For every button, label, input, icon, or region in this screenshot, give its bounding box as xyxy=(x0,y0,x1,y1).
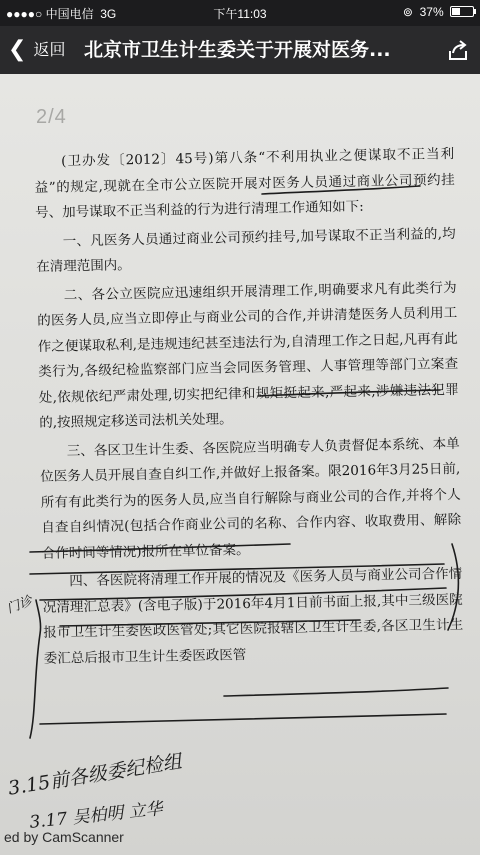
battery-percent: 37% xyxy=(419,5,444,19)
paragraph: (卫办发〔2012〕45号)第八条“不利用执业之便谋取不正当利益”的规定,现就在全市公立医院开展对医务人员通过商业公司预约挂号、加号谋取不正当利益的行为进行清理工作通知如下: xyxy=(34,145,455,221)
battery-fill xyxy=(452,8,460,15)
handwritten-margin-note: 门诊 xyxy=(4,593,35,617)
nav-bar xyxy=(0,26,480,74)
share-icon[interactable] xyxy=(446,38,470,62)
chevron-left-icon: ❮ xyxy=(8,37,27,62)
status-bar xyxy=(0,0,480,26)
paragraph: 一、凡医务人员通过商业公司预约挂号,加号谋取不正当利益的,均在清理范围内。 xyxy=(36,225,456,275)
paragraph: 二、各公立医院应迅速组织开展清理工作,明确要求凡有此类行为的医务人员,应当立即停止与商业公司的合作,并讲清楚医务人员利用工作之便谋取私利,是违规违纪甚至违法行为,自清理工作之日起,凡再有此类行为,各级纪检监察部门应当会同医务管理、人事管理等部门立案查处,依规依纪严肃处理,切实把纪律和规矩挺起来,严起来,涉嫌违法犯罪的,按照规定移送司法机关处理。 xyxy=(37,279,459,431)
paragraph: 三、各区卫生计生委、各医院应当明确专人负责督促本系统、本单位医务人员开展自查自纠工作,并做好上报备案。限2016年3月25日前,所有有此类行为的医务人员,应当自行解除与商业公司的合作,并将个人自查自纠情况(包括合作商业公司的名称、合作内容、收取费用、解除合作时间等情况)报所在单位备案。 xyxy=(40,435,462,562)
carrier-label: ●●●●○ 中国电信 xyxy=(6,7,94,21)
paragraph: 四、各医院将清理工作开展的情况及《医务人员与商业公司合作情况清理汇总表》(含电子版)于2016年4月1日前书面上报,其中三级医院报市卫生计生委医政医管处;其它医院报辖区卫生计生委,各区卫生计生委汇总后报市卫生计生委医政医管 xyxy=(42,565,464,667)
page-title: 北京市卫生计生委关于开展对医务... xyxy=(84,39,391,61)
page-indicator: 2/4 xyxy=(36,106,67,128)
back-button[interactable] xyxy=(8,26,66,74)
back-label: 返回 xyxy=(33,40,66,59)
document-body xyxy=(34,142,464,672)
underline-stroke xyxy=(40,714,446,724)
clock: 下午11:03 xyxy=(213,7,267,21)
scanner-watermark: ed by CamScanner xyxy=(4,829,124,845)
underline-stroke xyxy=(224,688,448,696)
bracket-stroke xyxy=(30,600,41,738)
handwritten-note: 3.15前各级委纪检组 xyxy=(6,750,184,800)
battery-icon xyxy=(450,6,474,17)
handwritten-signatures: 3.17 吴柏明 立华 xyxy=(28,799,164,833)
network-type: 3G xyxy=(100,7,117,21)
document-page[interactable] xyxy=(0,74,480,855)
status-right xyxy=(403,5,474,19)
alarm-icon: ⊚ xyxy=(402,5,413,19)
